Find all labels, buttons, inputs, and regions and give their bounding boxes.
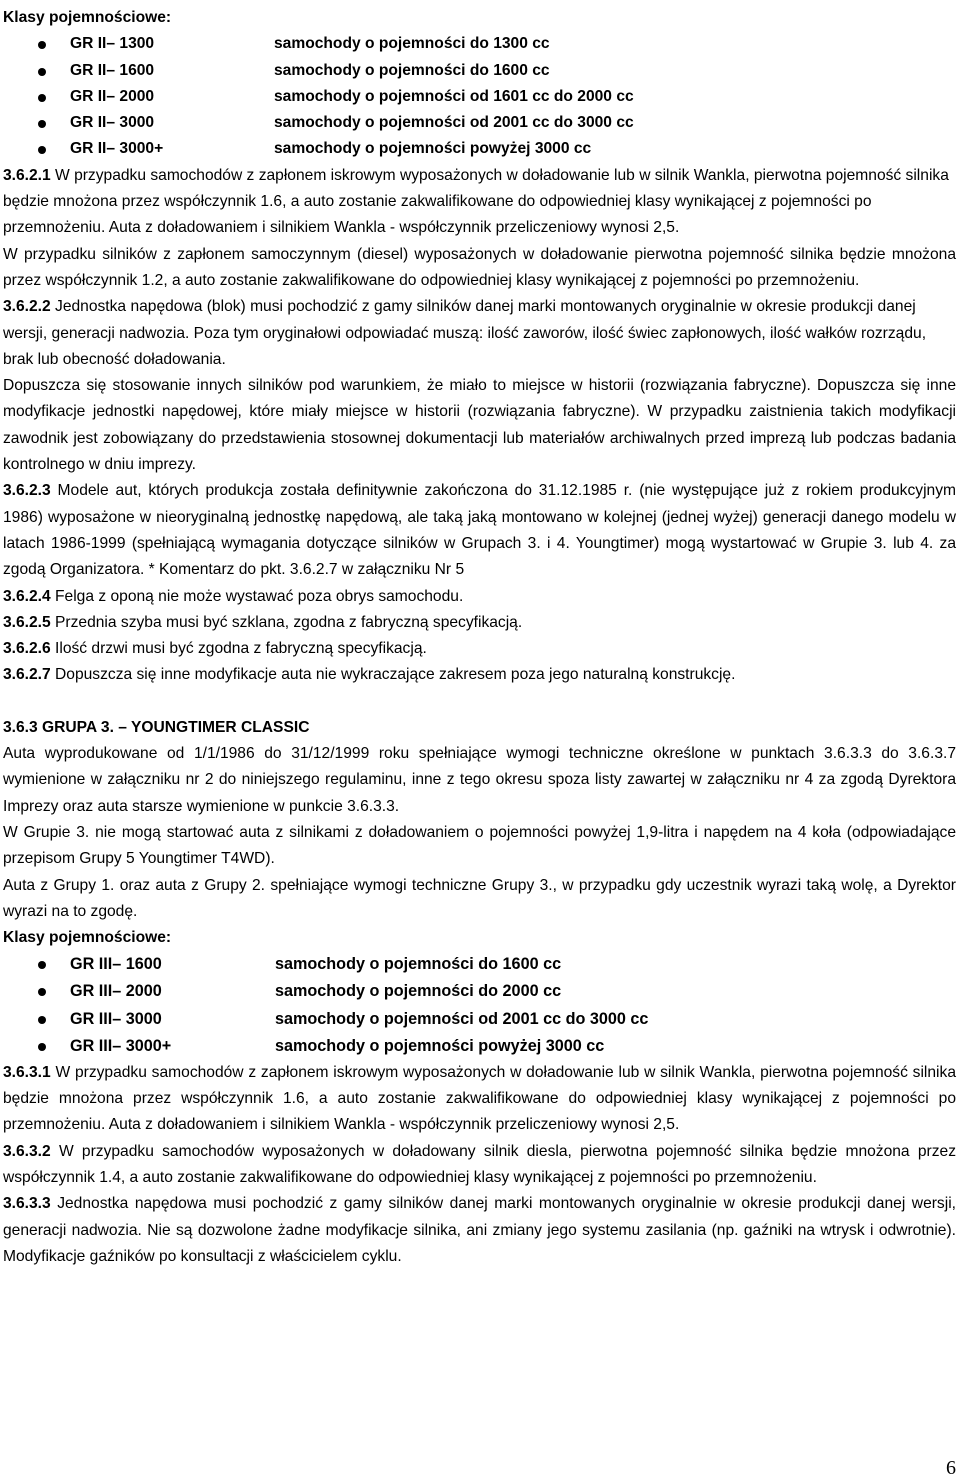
paragraph-text: W przypadku samochodów z zapłonem iskrowym wyposażonych w doładowanie lub w silnik Wankla, pierwotna pojemność silnika będzie mnożona przez współczynnik 1.6, a auto zostanie zakwalifikowane do odpowiedniej klasy wynikającej z pojemności po przemnożeniu. Auta z doładowaniem i silnikiem Wankla - współczynnik przeliczeniowy wynosi 2,5.	[3, 1063, 956, 1134]
section-number: 3.6.3.2	[3, 1142, 51, 1160]
bullet-icon	[38, 961, 46, 969]
capacity-classes-heading-2: Klasy pojemnościowe:	[3, 929, 172, 947]
paragraph-text: Felga z oponą nie może wystawać poza obrys samochodu.	[50, 587, 464, 605]
paragraph-text: Jednostka napędowa (blok) musi pochodzić z gamy silników danej marki montowanych oryginalnie w okresie produkcji danej wersji, generacji nadwozia. Poza tym oryginałowi odpowiadać muszą: ilość zaworów, ilość świec zapłonowych, ilość wałków rozrządu, brak lub obecność doładowania.	[3, 298, 927, 368]
class-desc: samochody o pojemności do 1300 cc	[274, 35, 550, 53]
paragraph-3622-b: Dopuszcza się stosowanie innych silników pod warunkiem, że miało to miejsce w historii (rozwiązania fabryczne). Dopuszcza się inne modyfikacje jednostki napędowej, które miały miejsce w historii (rozwiązania fabryczne). W przypadku zaistnienia takich modyfikacji zawodnik jest zobowiązany do przedstawienia stosownej dokumentacji lub materiałów archiwalnych przed imprezą lub podczas badania kontrolnego w dniu imprezy.	[3, 377, 956, 474]
list-item	[3, 31, 956, 57]
paragraph-text: Modele aut, których produkcja została definitywnie zakończona do 31.12.1985 r. (nie występujące już z rokiem produkcyjnym 1986) wyposażone w nieoryginalną jednostkę napędową, ale taką jaką montowano w kolejnej (jednej wyżej) generacji danego modelu w latach 1986-1999 (spełniającą wymagania dotyczące silników w Grupach 3. i 4. Youngtimer) mogą wystartować w Grupie 3. lub 4. za zgodą Organizatora. * Komentarz do pkt. 3.6.2.7 w załączniku Nr 5	[3, 482, 956, 579]
section-number: 3.6.2.1	[3, 166, 51, 184]
section-number: 3.6.2.6	[3, 640, 51, 658]
paragraph-3625	[3, 610, 956, 636]
class-desc: samochody o pojemności do 2000 cc	[275, 982, 562, 1001]
paragraph-3627	[3, 662, 956, 688]
class-desc: samochody o pojemności od 2001 cc do 3000 cc	[275, 1009, 649, 1028]
class-name: GR II– 2000	[70, 87, 155, 105]
list-item	[3, 84, 956, 110]
bullet-icon	[38, 988, 46, 996]
bullet-icon	[38, 120, 46, 128]
bullet-icon	[38, 94, 46, 102]
list-item	[3, 110, 956, 136]
group3-classes-list	[3, 951, 956, 1059]
paragraph-363-a: Auta wyprodukowane od 1/1/1986 do 31/12/1999 roku spełniające wymogi techniczne określone w punktach 3.6.3.3 do 3.6.3.7 wymienione w załączniku nr 2 do niniejszego regulaminu, inne z tego okresu spoza listy zawartej w załączniku nr 4 za zgodą Dyrektora Imprezy oraz auta starsze wymienione w punkcie 3.6.3.3.	[3, 745, 956, 815]
paragraph-3626	[3, 636, 956, 662]
paragraph-3631	[3, 1060, 956, 1139]
list-item	[3, 978, 956, 1005]
class-name: GR III– 3000+	[70, 1036, 172, 1055]
group2-classes-list	[3, 31, 956, 162]
list-item	[3, 58, 956, 84]
section-number: 3.6.3.3	[3, 1195, 51, 1213]
list-item	[3, 1033, 956, 1060]
paragraph-363-b: W Grupie 3. nie mogą startować auta z silnikami z doładowaniem o pojemności powyżej 1,9-litra i napędem na 4 koła (odpowiadające przepisom Grupy 5 Youngtimer T4WD).	[3, 823, 956, 868]
list-item	[3, 1006, 956, 1033]
paragraph-3621-diesel: W przypadku silników z zapłonem samoczynnym (diesel) wyposażonych w doładowanie pierwotna pojemność silnika będzie mnożona przez współczynnik 1.2, a auto zostanie zakwalifikowane do odpowiedniej klasy wynikającej z pojemności po przemnożeniu.	[3, 245, 956, 289]
bullet-icon	[38, 1016, 46, 1024]
paragraph-3624	[3, 584, 956, 610]
section-number: 3.6.2.3	[3, 482, 51, 500]
paragraph-text: Dopuszcza się inne modyfikacje auta nie wykraczające zakresem poza jego naturalną konstrukcję.	[50, 666, 736, 684]
document-page	[3, 0, 956, 1270]
section-number: 3.6.2.2	[3, 298, 51, 316]
class-name: GR II– 1600	[70, 61, 155, 79]
capacity-classes-heading: Klasy pojemnościowe:	[3, 9, 172, 26]
section-number: 3.6.3	[3, 718, 38, 736]
paragraph-363-c: Auta z Grupy 1. oraz auta z Grupy 2. spełniające wymogi techniczne Grupy 3., w przypadku gdy uczestnik wyrazi taką wolę, a Dyrektor wyrazi na to zgodę.	[3, 876, 956, 920]
section-title: GRUPA 3. – YOUNGTIMER CLASSIC	[37, 718, 310, 736]
list-item	[3, 951, 956, 978]
bullet-icon	[38, 41, 46, 49]
paragraph-3623	[3, 478, 956, 583]
paragraph-3632	[3, 1139, 956, 1192]
class-name: GR II– 1300	[70, 35, 155, 53]
paragraph-3621	[3, 163, 956, 242]
class-name: GR III– 1600	[70, 955, 162, 974]
class-desc: samochody o pojemności powyżej 3000 cc	[274, 140, 592, 158]
class-desc: samochody o pojemności do 1600 cc	[275, 955, 562, 974]
class-name: GR II– 3000+	[70, 140, 164, 158]
paragraph-text: Ilość drzwi musi być zgodna z fabryczną specyfikacją.	[50, 640, 427, 658]
page-number: 6	[946, 1457, 956, 1479]
class-desc: samochody o pojemności od 2001 cc do 3000 cc	[274, 114, 634, 132]
section-number: 3.6.3.1	[3, 1063, 51, 1081]
class-name: GR III– 3000	[70, 1009, 162, 1028]
paragraph-text: W przypadku samochodów z zapłonem iskrowym wyposażonych w doładowanie lub w silnik Wankla, pierwotna pojemność silnika będzie mnożona przez współczynnik 1.6, a auto zostanie zakwalifikowane do odpowiedniej klasy wynikającej z pojemności po przemnożeniu. Auta z doładowaniem i silnikiem Wankla - współczynnik przeliczeniowy wynosi 2,5.	[3, 166, 949, 237]
paragraph-3622	[3, 294, 956, 373]
bullet-icon	[38, 146, 46, 154]
paragraph-text: W przypadku samochodów wyposażonych w doładowany silnik diesla, pierwotna pojemność silnika będzie mnożona przez współczynnik 1.4, a auto zostanie zakwalifikowane do odpowiedniej klasy wynikającej z pojemności po przemnożeniu.	[3, 1142, 956, 1186]
section-number: 3.6.2.7	[3, 666, 51, 684]
class-desc: samochody o pojemności powyżej 3000 cc	[275, 1036, 605, 1055]
section-number: 3.6.2.5	[3, 613, 51, 631]
bullet-icon	[38, 68, 46, 76]
section-number: 3.6.2.4	[3, 587, 51, 605]
paragraph-text: Przednia szyba musi być szklana, zgodna z fabryczną specyfikacją.	[50, 613, 523, 631]
section-heading-363	[3, 715, 956, 741]
bullet-icon	[38, 1043, 46, 1051]
class-name: GR II– 3000	[70, 114, 155, 132]
class-desc: samochody o pojemności od 1601 cc do 2000 cc	[274, 87, 634, 105]
paragraph-text: Jednostka napędowa musi pochodzić z gamy silników danej marki montowanych oryginalnie w okresie produkcji danej wersji, generacji nadwozia. Nie są dozwolone żadne modyfikacje silnika, ani zmiany jego systemu zasilania (np. gaźniki na wtrysk i odwrotnie). Modyfikacje gaźników po konsultacji z właścicielem cyklu.	[3, 1195, 956, 1265]
list-item	[3, 136, 956, 162]
class-name: GR III– 2000	[70, 982, 162, 1001]
class-desc: samochody o pojemności do 1600 cc	[274, 61, 550, 79]
paragraph-3633	[3, 1191, 956, 1270]
